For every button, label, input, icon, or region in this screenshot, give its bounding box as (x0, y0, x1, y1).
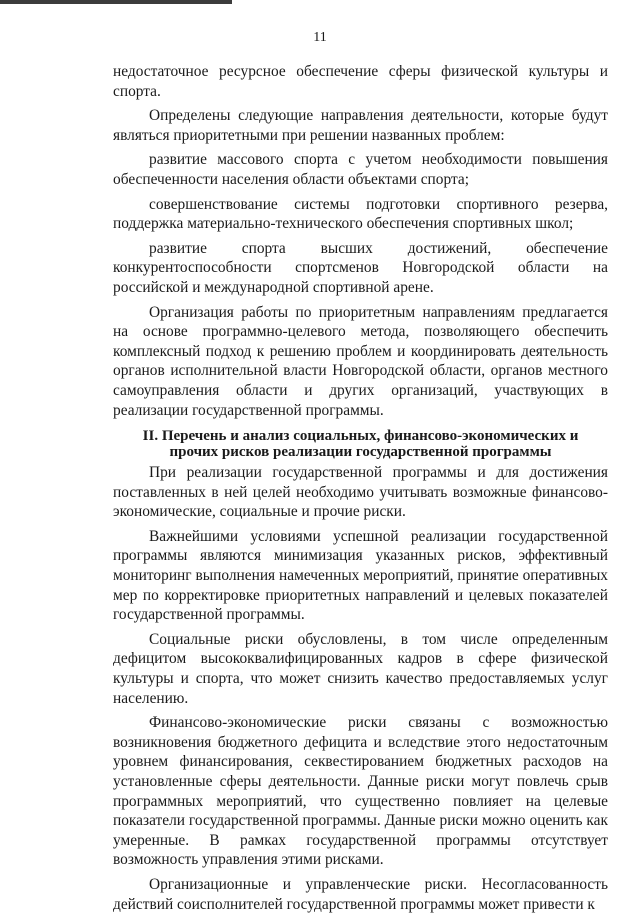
paragraph: развитие массового спорта с учетом необходимости повышения обеспеченности населения области объектами спорта; (113, 151, 608, 188)
document-body (113, 62, 608, 919)
paragraph: Организационные и управленческие риски. Несогласованность действий соисполнителей государственной программы может привести к (113, 875, 608, 913)
page-number: 11 (313, 30, 327, 45)
paragraph: Финансово-экономические риски связаны с возможностью возникновения бюджетного дефицита и вследствие этого недостаточным уровнем финансирования, секвестированием бюджетных расходов на установленные сферы деятельности. Данные риски могут повлечь срыв программных мероприятий, что существенно повлияет на целевые показатели государственной программы. Данные риски можно оценить как умеренные. В рамках государственной программы отсутствует возможность управления этими рисками. (113, 714, 608, 869)
paragraph: недостаточное ресурсное обеспечение сферы физической культуры и спорта. (113, 63, 608, 100)
scan-border-line (0, 0, 232, 4)
paragraph: развитие спорта высших достижений, обеспечение конкурентоспособности спортсменов Новгородской области на российской и международной спортивной арене. (113, 239, 608, 296)
section-heading (113, 428, 608, 460)
paragraph: При реализации государственной программы и для достижения поставленных в ней целей необходимо учитывать возможные финансово-экономические, социальные и прочие риски. (113, 464, 608, 521)
section-heading-line: II. Перечень и анализ социальных, финансово-экономических и (142, 428, 579, 445)
paragraph: Социальные риски обусловлены, в том числе определенным дефицитом высококвалифицированных кадров в сфере физической культуры и спорта, что может снизить качество предоставляемых услуг населению. (113, 630, 608, 707)
section-heading-line: прочих рисков реализации государственной программы (169, 444, 552, 461)
paragraph: совершенствование системы подготовки спортивного резерва, поддержка материально-технического обеспечения спортивных школ; (113, 195, 608, 233)
paragraph: Организация работы по приоритетным направлениям предлагается на основе программно-целевого метода, позволяющего обеспечить комплексный подход к решению проблем и координировать деятельность органов исполнительной власти Новгородской области, органов местного самоуправления области и других организаций, участвующих в реализации государственной программы. (113, 303, 608, 419)
paragraph: Важнейшими условиями успешной реализации государственной программы являются минимизация указанных рисков, эффективный мониторинг выполнения намеченных мероприятий, принятие оперативных мер по корректировке приоритетных направлений и целевых показателей государственной программы. (113, 527, 608, 624)
paragraph: Определены следующие направления деятельности, которые будут являться приоритетными при решении названных проблем: (113, 107, 608, 144)
